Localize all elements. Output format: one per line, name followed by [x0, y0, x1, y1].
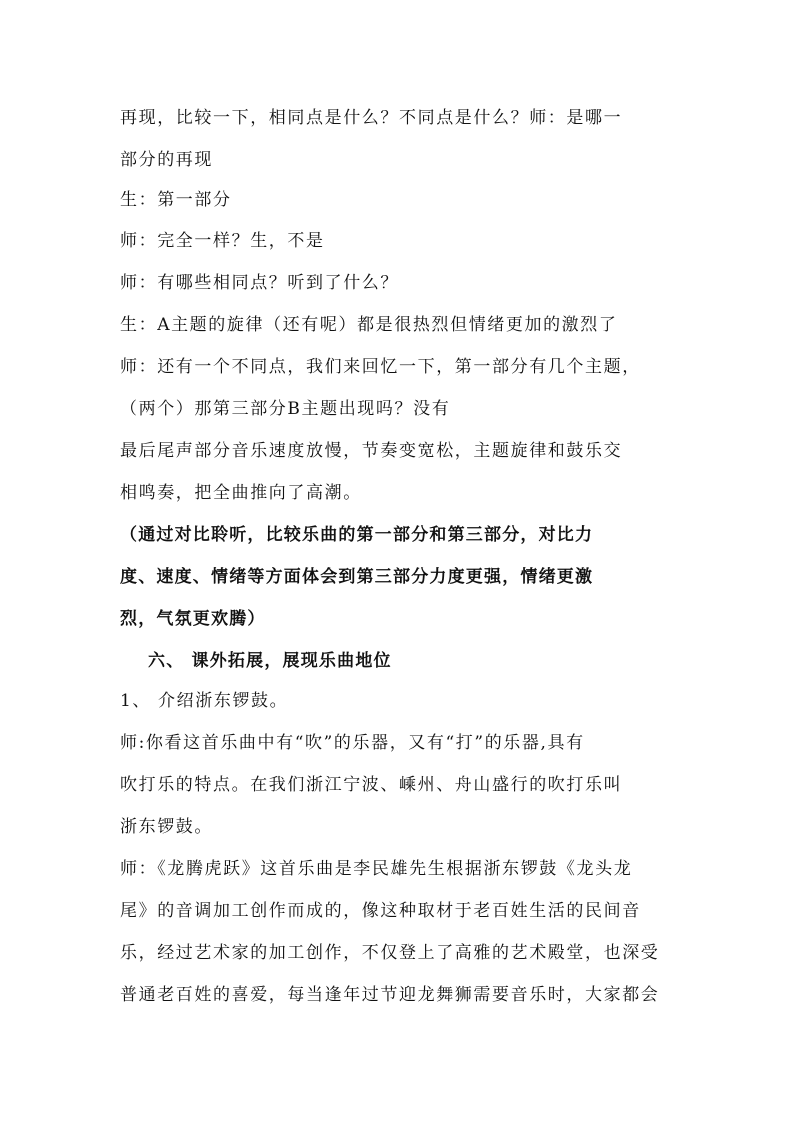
- text-line: 师：完全一样？生，不是: [120, 231, 325, 251]
- text-line: 吹打乐的特点。在我们浙江宁波、嵊州、舟山盛行的吹打乐叫: [120, 775, 623, 795]
- text-line: 师：有哪些相同点？听到了什么？: [120, 273, 399, 293]
- text-line: （两个）那第三部分B主题出现吗？没有: [120, 399, 451, 419]
- text-line: 师：还有一个不同点，我们来回忆一下，第一部分有几个主题，: [120, 357, 641, 377]
- text-line: 尾》的音调加工创作而成的，像这种取材于老百姓生活的民间音: [120, 901, 641, 921]
- text-line: 乐，经过艺术家的加工创作，不仅登上了高雅的艺术殿堂，也深受: [120, 943, 660, 963]
- text-line: 浙东锣鼓。: [120, 817, 213, 837]
- text-line: 普通老百姓的喜爱，每当逢年过节迎龙舞狮需要音乐时，大家都会: [120, 985, 660, 1005]
- text-line: 生：A主题的旋律（还有呢）都是很热烈但情绪更加的激烈了: [120, 315, 618, 335]
- text-line: 师:你看这首乐曲中有“吹”的乐器，又有“打”的乐器,具有: [120, 733, 585, 753]
- bold-note-line: 度、速度、情绪等方面体会到第三部分力度更强，情绪更激: [120, 567, 594, 587]
- list-item: 1、 介绍浙东锣鼓。: [120, 691, 289, 711]
- text-line: 生：第一部分: [120, 190, 232, 210]
- section-heading: 六、 课外拓展，展现乐曲地位: [148, 651, 392, 671]
- text-line: 相鸣奏，把全曲推向了高潮。: [120, 483, 362, 503]
- text-line: 师：《龙腾虎跃》这首乐曲是李民雄先生根据浙东锣鼓《龙头龙: [120, 859, 633, 879]
- bold-note-line: （通过对比聆听，比较乐曲的第一部分和第三部分，对比力: [120, 525, 594, 545]
- text-line: 再现，比较一下，相同点是什么？不同点是什么？师：是哪一: [120, 108, 623, 128]
- text-line: 部分的再现: [120, 150, 213, 170]
- bold-note-line: 烈，气氛更欢腾）: [120, 609, 266, 629]
- text-line: 最后尾声部分音乐速度放慢，节奏变宽松，主题旋律和鼓乐交: [120, 441, 623, 461]
